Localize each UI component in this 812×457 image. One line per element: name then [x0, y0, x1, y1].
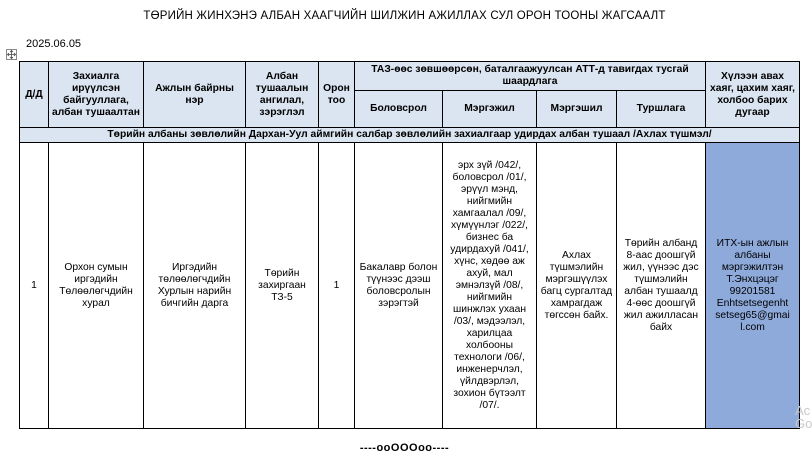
header-profession: Мэргэжил	[443, 91, 537, 128]
vacancy-table	[19, 61, 800, 429]
cell-experience: Төрийн албанд 8-аас доошгүй жил, үүнээс дэс түшмэлийн албан тушаалд 4-өөс доошгүй жил ажилласан байх	[617, 143, 706, 429]
header-education: Боловсрол	[355, 91, 443, 128]
table-row	[20, 143, 800, 429]
table-move-handle-icon[interactable]	[6, 49, 17, 60]
cell-contact: ИТХ-ын ажлын албаны мэргэжилтэн Т.Энхцэцэг 99201581 Enhtsetsegenht setseg65@gmai l.com	[706, 143, 800, 429]
cell-workplace: Иргэдийн төлөөлөгчдийн Хурлын нарийн бичгийн дарга	[144, 143, 246, 429]
document-date: 2025.06.05	[26, 38, 82, 50]
header-experience: Туршлага	[617, 91, 706, 128]
header-row-top	[20, 62, 800, 91]
document-title: ТӨРИЙН ЖИНХЭНЭ АЛБАН ХААГЧИЙН ШИЛЖИН АЖИЛЛАХ СУЛ ОРОН ТООНЫ ЖАГСААЛТ	[143, 10, 666, 22]
header-workplace: Ажлын байрны нэр	[144, 62, 246, 128]
cell-no: 1	[20, 143, 49, 429]
cell-education: Бакалавр болон түүнээс дээш боловсролын зэрэгтэй	[355, 143, 443, 429]
header-contact: Хүлээн авах хаяг, цахим хаяг, холбоо барих дугаар	[706, 62, 800, 128]
cell-rank: Төрийн захиргаан ТЗ-5	[246, 143, 319, 429]
cell-count: 1	[319, 143, 355, 429]
cell-profession: эрх зүй /042/, боловсрол /01/, эрүүл мэнд, нийгмийн хамгаалал /09/, хүмүүнлэг /022/, бизнес ба удирдахуй /041/, хүнс, хөдөө аж ахуй, мал эмнэлзүй /08/, нийгмийн шинжлэх ухаан /03/, мэдээлэл, харилцаа холбооны технологи /06/, инженерчлэл, үйлдвэрлэл, зохион бүтээлт /07/.	[443, 143, 537, 429]
section-title: Төрийн албаны зөвлөлийн Дархан-Уул аймгийн салбар зөвлөлийн захиалгаар удирдах албан тушаал /Ахлах түшмэл/	[20, 128, 800, 143]
section-row	[20, 128, 800, 143]
activation-watermark: Ac Go	[795, 403, 812, 431]
header-qualification: Мэргэшил	[537, 91, 617, 128]
header-rank: Албан тушаалын ангилал, зэрэглэл	[246, 62, 319, 128]
header-org: Захиалга ирүүлсэн байгууллага, албан тушаалтан	[49, 62, 144, 128]
header-requirements-group: ТАЗ-өөс зөвшөөрсөн, баталгаажуулсан АТТ-д тавигдах тусгай шаардлага	[355, 62, 706, 91]
header-no: Д/Д	[20, 62, 49, 128]
cell-org: Орхон сумын иргэдийн Төлөөлөгчдийн хурал	[49, 143, 144, 429]
document-footer: ----ooOOOoo----	[359, 442, 450, 454]
header-count: Орон тоо	[319, 62, 355, 128]
cell-qualification: Ахлах түшмэлийн мэргэшүүлэх багц сургалтад хамрагдаж төгссөн байх.	[537, 143, 617, 429]
